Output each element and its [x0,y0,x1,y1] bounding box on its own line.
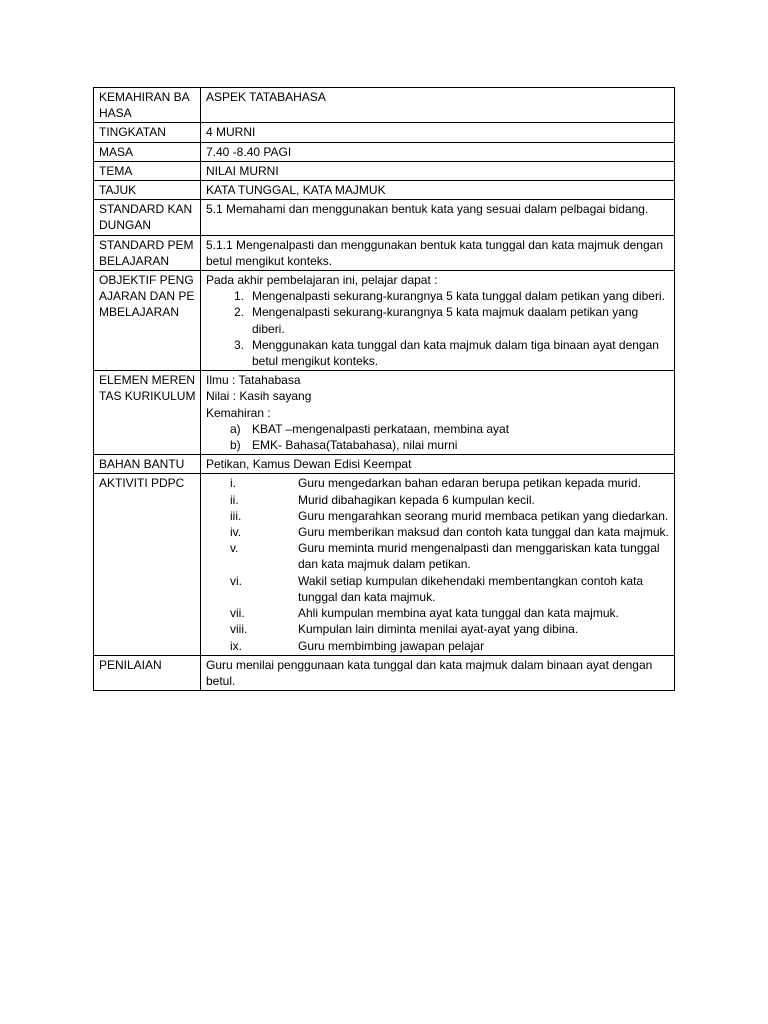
list-marker: viii. [230,622,248,637]
aktiviti-item [206,475,670,491]
label-objektif: OBJEKTIF PENGAJARAN DAN PEMBELAJARAN [94,271,201,371]
value-bahan-bantu: Petikan, Kamus Dewan Edisi Keempat [201,455,675,474]
label-kemahiran-bahasa: KEMAHIRAN BAHASA [94,88,201,123]
row-elemen [94,371,675,455]
row-standard-kandungan [94,200,675,235]
list-marker: 2. [233,305,244,320]
aktiviti-item [206,540,670,572]
objektif-item [206,304,670,336]
value-tajuk: KATA TUNGGAL, KATA MAJMUK [201,181,675,200]
list-marker: 3. [233,337,244,352]
label-tajuk: TAJUK [94,181,201,200]
objektif-intro: Pada akhir pembelajaran ini, pelajar dapat : [206,273,438,288]
objektif-list [206,288,670,369]
value-penilaian: Guru menilai penggunaan kata tunggal dan kata majmuk dalam binaan ayat dengan betul. [201,655,675,690]
list-marker: ii. [230,492,239,507]
row-bahan-bantu [94,455,675,474]
aktiviti-item-text: Guru mengedarkan bahan edaran berupa petikan kepada murid. [298,476,641,491]
elemen-item [206,421,670,437]
aktiviti-item-text: Guru mengarahkan seorang murid membaca petikan yang diedarkan. [298,508,669,523]
objektif-item [206,337,670,369]
label-bahan-bantu: BAHAN BANTU [94,455,201,474]
row-aktiviti [94,474,675,655]
aktiviti-item [206,605,670,621]
row-masa [94,142,675,161]
objektif-item-text: Mengenalpasti sekurang-kurangnya 5 kata tunggal dalam petikan yang diberi. [252,289,665,304]
row-penilaian [94,655,675,690]
aktiviti-item [206,524,670,540]
value-standard-kandungan: 5.1 Memahami dan menggunakan bentuk kata yang sesuai dalam pelbagai bidang. [201,200,675,235]
objektif-item [206,288,670,304]
label-aktiviti: AKTIVITI PDPC [94,474,201,655]
elemen-nilai: Nilai : Kasih sayang [206,389,312,404]
row-tingkatan [94,123,675,142]
elemen-kemahiran: Kemahiran : [206,405,271,420]
aktiviti-item-text: Wakil setiap kumpulan dikehendaki membentangkan contoh kata tunggal dan kata majmuk. [298,573,644,604]
list-marker: a) [230,421,241,436]
value-objektif [201,271,675,371]
aktiviti-item-text: Ahli kumpulan membina ayat kata tunggal dan kata majmuk. [298,606,619,621]
label-penilaian: PENILAIAN [94,655,201,690]
aktiviti-item-text: Guru membimbing jawapan pelajar [298,638,485,653]
value-masa: 7.40 -8.40 PAGI [201,142,675,161]
label-tingkatan: TINGKATAN [94,123,201,142]
list-marker: b) [230,438,241,453]
list-marker: v. [230,541,239,556]
aktiviti-item [206,508,670,524]
value-elemen [201,371,675,455]
row-kemahiran [94,88,675,123]
row-objektif [94,271,675,371]
row-tema [94,161,675,180]
label-standard-kandungan: STANDARD KANDUNGAN [94,200,201,235]
row-tajuk [94,181,675,200]
value-standard-pembelajaran: 5.1.1 Mengenalpasti dan menggunakan bentuk kata tunggal dan kata majmuk dengan betul mengikut konteks. [201,235,675,270]
elemen-item [206,437,670,453]
value-tema: NILAI MURNI [201,161,675,180]
label-masa: MASA [94,142,201,161]
aktiviti-item [206,621,670,637]
aktiviti-item [206,573,670,605]
list-marker: 1. [233,289,244,304]
list-marker: iv. [230,525,242,540]
aktiviti-item [206,638,670,654]
value-aktiviti [201,474,675,655]
objektif-item-text: Mengenalpasti sekurang-kurangnya 5 kata majmuk daalam petikan yang diberi. [252,305,639,336]
aktiviti-item-text: Guru meminta murid mengenalpasti dan menggariskan kata tunggal dan kata majmuk dalam petikan. [298,541,660,572]
label-tema: TEMA [94,161,201,180]
list-marker: iii. [230,508,242,523]
elemen-item-text: EMK- Bahasa(Tatabahasa), nilai murni [252,438,458,453]
list-marker: i. [230,476,236,491]
aktiviti-item [206,492,670,508]
label-elemen: ELEMEN MERENTAS KURIKULUM [94,371,201,455]
aktiviti-item-text: Guru memberikan maksud dan contoh kata tunggal dan kata majmuk. [298,525,669,540]
aktiviti-list [206,475,670,653]
row-standard-pembelajaran [94,235,675,270]
elemen-item-text: KBAT –mengenalpasti perkataan, membina ayat [252,421,510,436]
objektif-item-text: Menggunakan kata tunggal dan kata majmuk dalam tiga binaan ayat dengan betul mengikut konteks. [252,337,659,369]
list-marker: ix. [230,638,242,653]
list-marker: vi. [230,573,242,588]
value-tingkatan: 4 MURNI [201,123,675,142]
lesson-plan-table [93,87,675,691]
aktiviti-item-text: Murid dibahagikan kepada 6 kumpulan kecil. [298,492,535,507]
elemen-list [206,421,670,453]
elemen-ilmu: Ilmu : Tatahabasa [206,373,301,388]
aktiviti-item-text: Kumpulan lain diminta menilai ayat-ayat yang dibina. [298,622,579,637]
value-kemahiran-bahasa: ASPEK TATABAHASA [201,88,675,123]
label-standard-pembelajaran: STANDARD PEMBELAJARAN [94,235,201,270]
list-marker: vii. [230,606,245,621]
